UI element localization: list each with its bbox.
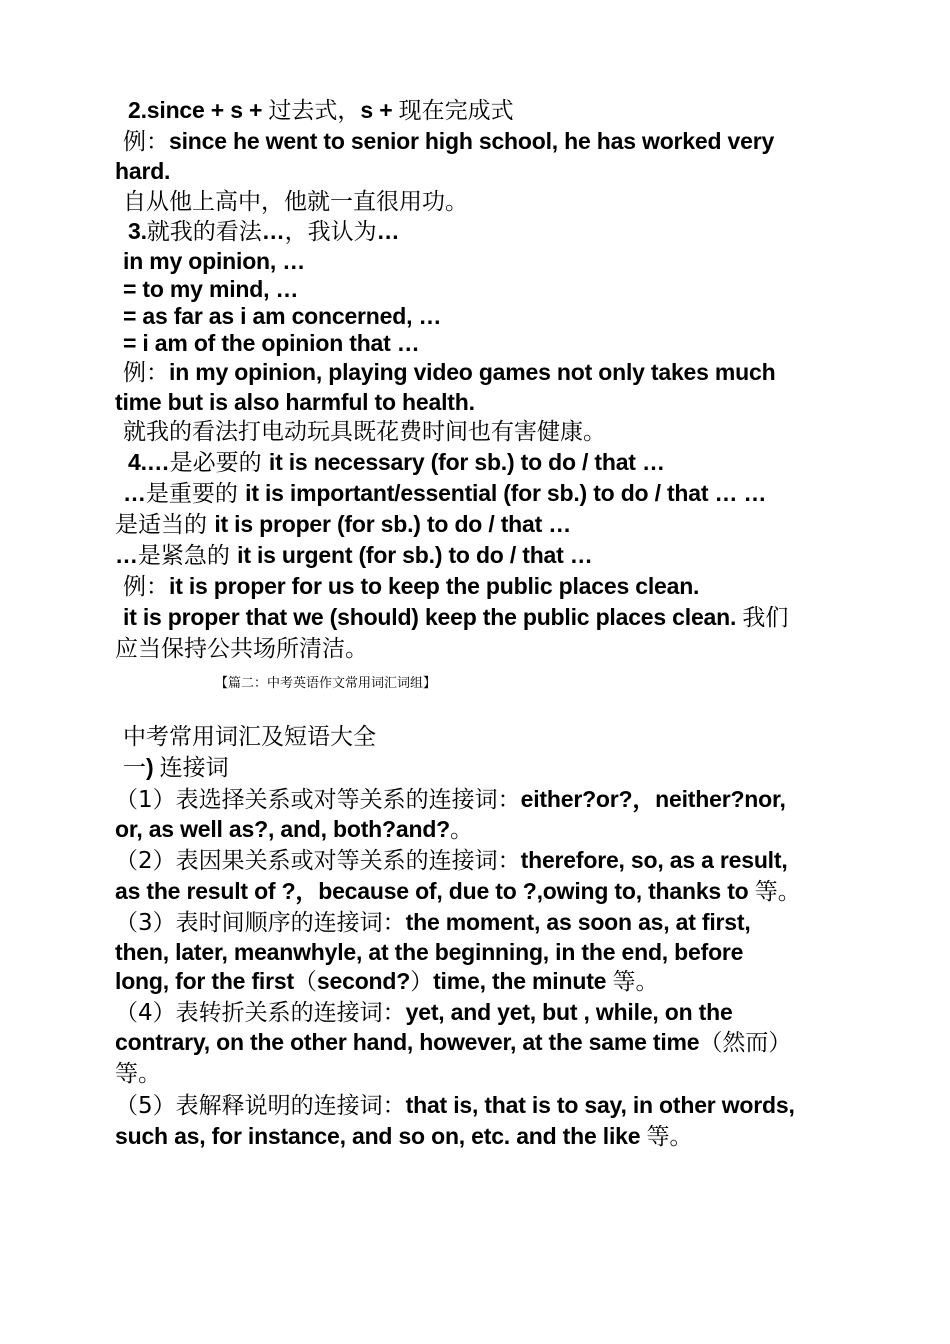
- text-run: 。: [450, 817, 474, 843]
- text-run: 自从他上高中，他就一直很用功。: [123, 189, 468, 215]
- text-run: …: [376, 218, 400, 244]
- text-run: （2）表因果关系或对等关系的连接词：: [115, 848, 521, 874]
- proper-line: [115, 509, 855, 541]
- text-run: then, later, meanwhyle, at the beginning, in the end, before: [115, 939, 744, 965]
- text-run: ，我认为: [284, 219, 377, 245]
- conj-2-cont: [115, 876, 855, 908]
- conj-5: [115, 1090, 855, 1122]
- since-example-cont: [115, 156, 855, 187]
- text-run: 一: [123, 755, 146, 781]
- text-run: （1）表选择关系或对等关系的连接词：: [115, 787, 521, 813]
- proper-example-1: [123, 571, 863, 603]
- text-run: long, for the first: [115, 968, 294, 994]
- text-run: （4）表转折关系的连接词：: [115, 1000, 406, 1026]
- opinion-translation: [123, 416, 863, 448]
- proper-example-2: [123, 602, 863, 634]
- important-line: [123, 478, 863, 510]
- text-run: 等。: [646, 1124, 693, 1150]
- text-run: 就我的看法打电动玩具既花费时间也有害健康。: [123, 419, 606, 445]
- conj-1: [115, 784, 855, 816]
- text-run: as the result of ?，because of, due to ?,owing to, thanks to: [115, 878, 755, 904]
- conj-3-cont2: [115, 966, 855, 998]
- opinion-example-cont: [115, 387, 855, 418]
- text-run: 例：: [123, 574, 169, 600]
- text-run: （5）表解释说明的连接词：: [115, 1093, 406, 1119]
- text-run: time, the minute: [433, 968, 613, 994]
- text-run: contrary, on the other hand, however, at the same time: [115, 1029, 700, 1055]
- text-run: 等。: [754, 879, 801, 905]
- text-run: 我们: [742, 605, 789, 631]
- conj-1-cont: [115, 814, 855, 846]
- text-run: 例：: [123, 129, 169, 155]
- text-run: 等。: [612, 969, 659, 995]
- opinion-1: [123, 246, 863, 277]
- text-run: hard.: [115, 158, 171, 184]
- text-run: time but is also harmful to health.: [115, 389, 475, 415]
- text-run: therefore, so, as a result,: [520, 847, 788, 873]
- text-run: 2.since + s +: [128, 97, 269, 123]
- conj-heading: [123, 752, 863, 784]
- text-run: either?or?，neither?nor,: [520, 786, 786, 812]
- text-run: （3）表时间顺序的连接词：: [115, 910, 406, 936]
- text-run: 过去式，: [268, 98, 361, 124]
- urgent-line: [115, 540, 855, 572]
- text-run: such as, for instance, and so on, etc. and the like: [115, 1123, 647, 1149]
- conj-3: [115, 907, 855, 939]
- since-translation: [123, 186, 863, 218]
- text-run: = i am of the opinion that …: [123, 330, 420, 356]
- conj-3-cont: [115, 937, 855, 968]
- text-run: it is proper for us to keep the public places clean.: [169, 573, 700, 599]
- text-run: 是适当的: [115, 512, 215, 538]
- vocab-title: [123, 721, 863, 753]
- proper-translation: [115, 633, 855, 665]
- text-run: = to my mind, …: [123, 276, 299, 302]
- conj-5-cont: [115, 1121, 855, 1153]
- text-run: 就我的看法: [146, 219, 262, 245]
- text-run: it is urgent (for sb.) to do / that …: [237, 542, 593, 568]
- text-run: 例：: [123, 360, 169, 386]
- text-run: = as far as i am concerned, …: [123, 303, 442, 329]
- text-run: 3.: [128, 218, 147, 244]
- conj-4-cont2: [115, 1058, 855, 1090]
- text-run: …: [261, 218, 285, 244]
- text-run: or, as well as?, and, both?and?: [115, 816, 451, 842]
- text-run: 是重要的: [145, 481, 246, 507]
- necessary-line: [128, 447, 868, 479]
- text-run: s +: [360, 97, 399, 123]
- text-run: 连接词: [159, 755, 229, 781]
- conj-4: [115, 997, 855, 1029]
- text-run: it is proper that we (should) keep the public places clean.: [123, 604, 743, 630]
- conj-2: [115, 845, 855, 877]
- opinion-example: [123, 357, 863, 389]
- opinion-heading: [128, 216, 868, 248]
- text-run: ）: [410, 969, 434, 995]
- text-run: the moment, as soon as, at first,: [405, 909, 751, 935]
- text-run: 是必要的: [169, 450, 269, 476]
- text-run: 是紧急的: [137, 543, 238, 569]
- text-run: （然而）: [699, 1030, 792, 1056]
- text-run: 现在完成式: [398, 98, 514, 124]
- text-run: 4.…: [128, 449, 170, 475]
- text-run: second?: [316, 968, 411, 994]
- since-example: [123, 126, 863, 158]
- text-run: …: [123, 480, 146, 506]
- text-run: that is, that is to say, in other words,: [405, 1092, 795, 1118]
- text-run: …: [115, 542, 138, 568]
- opinion-4: [123, 328, 863, 359]
- conj-4-cont: [115, 1027, 855, 1059]
- text-run: it is necessary (for sb.) to do / that …: [268, 449, 665, 475]
- text-run: 应当保持公共场所清洁。: [115, 636, 368, 662]
- since-rule: [128, 95, 868, 127]
- text-run: yet, and yet, but , while, on the: [405, 999, 733, 1025]
- section-label: 【篇二：中考英语作文常用词汇词组】: [215, 676, 437, 691]
- text-run: 等。: [115, 1061, 161, 1087]
- text-run: it is proper (for sb.) to do / that …: [214, 511, 572, 537]
- text-run: （: [293, 969, 317, 995]
- text-run: 中考常用词汇及短语大全: [123, 724, 376, 750]
- text-run: ): [146, 754, 160, 780]
- text-run: in my opinion, playing video games not only takes much: [169, 359, 776, 385]
- text-run: it is important/essential (for sb.) to do / that … …: [245, 480, 767, 506]
- text-run: since he went to senior high school, he has worked very: [169, 128, 775, 154]
- text-run: in my opinion, …: [123, 248, 306, 274]
